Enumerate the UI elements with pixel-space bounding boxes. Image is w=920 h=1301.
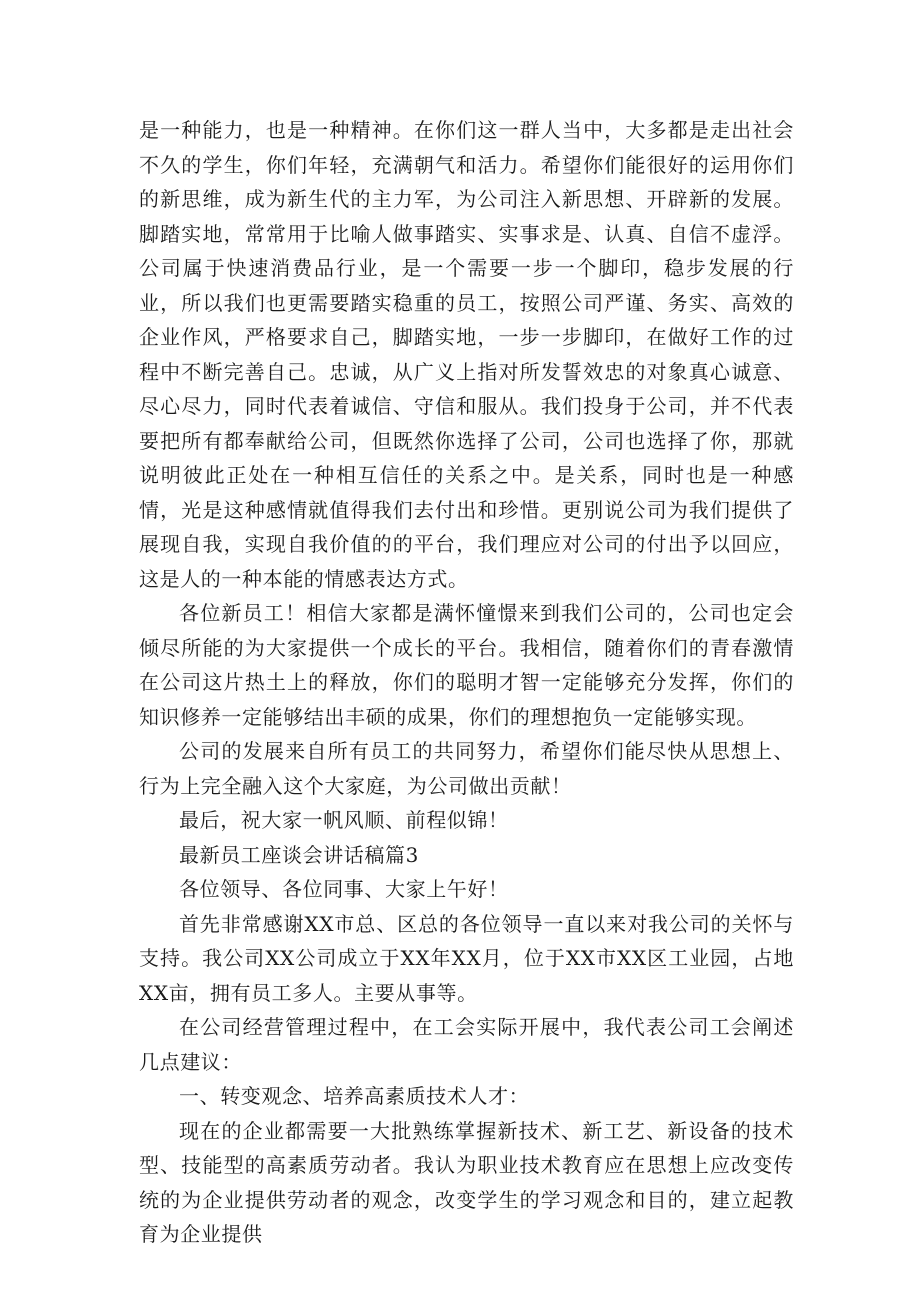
paragraph-talent-training: 现在的企业都需要一大批熟练掌握新技术、新工艺、新设备的技术型、技能型的高素质劳动者。我认为职业技术教育应在思想上应改变传统的为企业提供劳动者的观念，改变学生的学习观念和目的，建立起教育为企业提供 [139, 1118, 794, 1246]
paragraph-greeting: 各位领导、各位同事、大家上午好！ [179, 877, 509, 901]
paragraph-suggestions-intro: 在公司经营管理过程中，在工会实际开展中，我代表公司工会阐述几点建议： [139, 1015, 794, 1074]
section-heading: 最新员工座谈会讲话稿篇3 [179, 842, 419, 867]
suggestion-heading-1: 一、转变观念、培养高素质技术人才： [179, 1084, 530, 1108]
paragraph-closing-wish: 最后，祝大家一帆风顺、前程似锦！ [179, 808, 509, 832]
document-body [139, 113, 794, 1252]
paragraph-continuation: 是一种能力，也是一种精神。在你们这一群人当中，大多都是走出社会不久的学生，你们年轻，充满朝气和活力。希望你们能很好的运用你们的新思维，成为新生代的主力军，为公司注入新思想、开辟新的发展。脚踏实地，常常用于比喻人做事踏实、实事求是、认真、自信不虚浮。公司属于快速消费品行业，是一个需要一步一个脚印，稳步发展的行业，所以我们也更需要踏实稳重的员工，按照公司严谨、务实、高效的企业作风，严格要求自己，脚踏实地，一步一步脚印，在做好工作的过程中不断完善自己。忠诚，从广义上指对所发誓效忠的对象真心诚意、尽心尽力，同时代表着诚信、守信和服从。我们投身于公司，并不代表要把所有都奉献给公司，但既然你选择了公司，公司也选择了你，那就说明彼此正处在一种相互信任的关系之中。是关系，同时也是一种感情，光是这种感情就值得我们去付出和珍惜。更别说公司为我们提供了展现自我，实现自我价值的的平台，我们理应对公司的付出予以回应，这是人的一种本能的情感表达方式。 [139, 118, 794, 591]
paragraph-new-employees: 各位新员工！相信大家都是满怀憧憬来到我们公司的，公司也定会倾尽所能的为大家提供一个成长的平台。我相信，随着你们的青春激情在公司这片热土上的释放，你们的聪明才智一定能够充分发挥，你们的知识修养一定能够结出丰硕的成果，你们的理想抱负一定能够实现。 [139, 601, 794, 729]
paragraph-company-development: 公司的发展来自所有员工的共同努力，希望你们能尽快从思想上、行为上完全融入这个大家庭，为公司做出贡献！ [139, 739, 794, 798]
paragraph-company-intro: 首先非常感谢XX市总、区总的各位领导一直以来对我公司的关怀与支持。我公司XX公司成立于XX年XX月，位于XX市XX区工业园，占地XX亩，拥有员工多人。主要从事等。 [139, 911, 794, 1005]
